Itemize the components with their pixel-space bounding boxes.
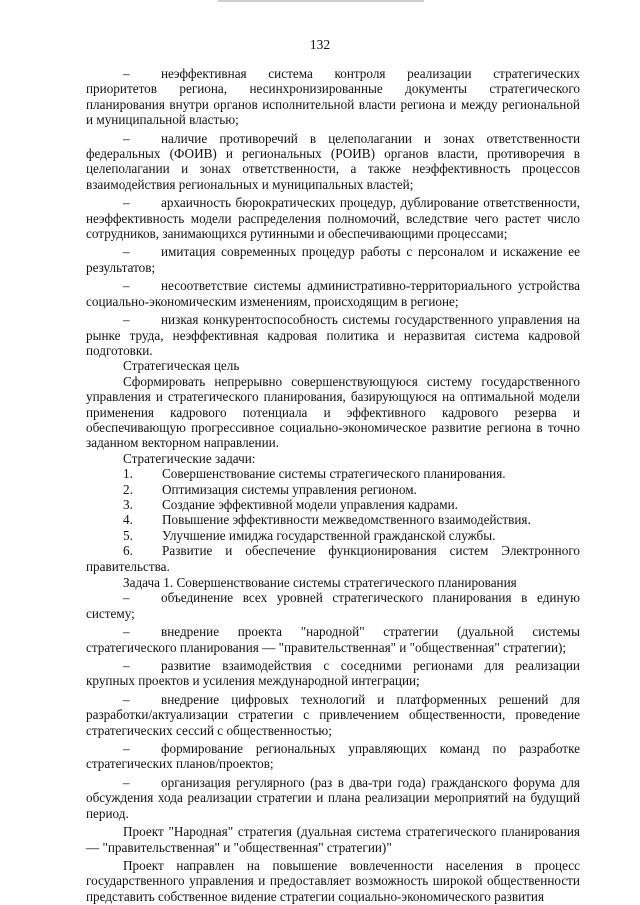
tasks-heading: Стратегические задачи: [123,450,256,466]
dash-marker: – [123,590,130,606]
task1-item: – внедрение цифровых технологий и платформенных решений для разработки/актуализации стратегии с привлечением общественности, проведение стратегических сессий с общественностью; [86,691,580,738]
top-rule [218,0,424,2]
task1-heading: Задача 1. Совершенствование системы стратегического планирования [123,575,517,590]
goal-text: Сформировать непрерывно совершенствующуюся систему государственного управления и стратегического планирования, базирующуюся на оптимальной модели применения кадрового потенциала и эффективного кадрового резерва и обеспечивающую прогрессивное социально-экономическое развитие региона в точно заданном векторном направлении. [86,373,580,451]
task-item: 2. Оптимизация системы управления регионом. [123,481,417,497]
problem-item: – несоответствие системы административно-территориального устройства социально-экономическим изменениям, происходящим в регионе; [86,278,580,309]
dash-marker: – [123,658,130,674]
task1-item: – развитие взаимодействия с соседними регионами для реализации крупных проектов и усиления международной интеграции; [86,658,580,689]
dash-marker: – [123,244,130,260]
dash-marker: – [123,624,130,640]
problem-item: – неэффективная система контроля реализации стратегических приоритетов региона, несинхронизированные документы стратегического планирования внутри органов исполнительной власти региона и между региональной и муниципальной властью; [86,66,580,128]
dash-marker: – [123,278,130,294]
problem-item: – низкая конкурентоспособность системы государственного управления на рынке труда, неэффективная кадровая политика и неразвитая система кадровой подготовки. [86,312,580,358]
task-item: 5. Улучшение имиджа государственной гражданской службы. [123,527,496,543]
task1-item: – организация регулярного (раз в два-три года) гражданского форума для обсуждения хода реализации стратегии и плана реализации мероприятий на будущий период. [86,774,580,821]
page-number: 132 [309,37,331,52]
problem-item: – архаичность бюрократических процедур, дублирование ответственности, неэффективность модели распределения полномочий, вследствие чего растет число сотрудников, занимающихся рутинными и обеспечивающими процессами; [86,195,580,242]
problem-item: – наличие противоречий в целеполагании и зонах ответственности федеральных (ФОИВ) и региональных (РОИВ) органов власти, противоречия в целеполагании и зонах ответственности, а также неэффективность процессов взаимодействия региональных и муниципальных властей; [86,130,580,192]
task1-item: – формирование региональных управляющих команд по разработке стратегических планов/проектов; [86,741,580,772]
task-item: 3. Создание эффективной модели управления кадрами. [123,496,458,512]
task-item: 4. Повышение эффективности межведомственного взаимодействия. [123,512,531,528]
project-heading: Проект "Народная" стратегия (дуальная система стратегического планирования — "правительственная" и "общественная" стратегии)" [86,824,580,855]
dash-marker: – [123,312,130,328]
task1-item: – внедрение проекта "народной" стратегии (дуальной системы стратегического планирования — "правительственная" и "общественная" стратегии); [86,624,580,655]
problem-item: – имитация современных процедур работы с персоналом и искажение ее результатов; [86,244,580,275]
document-body [86,66,580,904]
dash-marker: – [123,691,130,707]
dash-marker: – [123,774,130,790]
task-item: 6. Развитие и обеспечение функционирования систем Электронного правительства. [86,543,580,574]
dash-marker: – [123,66,130,81]
task1-item: – объединение всех уровней стратегического планирования в единую систему; [86,590,580,621]
task-item: 1. Совершенствование системы стратегического планирования. [123,466,506,482]
project-text: Проект направлен на повышение вовлеченности населения в процесс государственного управления и предоставляет возможность широкой общественности представить собственное видение стратегии социально-экономического развития [86,857,580,904]
goal-heading: Стратегическая цель [123,358,240,374]
dash-marker: – [123,195,130,211]
dash-marker: – [123,741,130,757]
dash-marker: – [123,130,130,146]
